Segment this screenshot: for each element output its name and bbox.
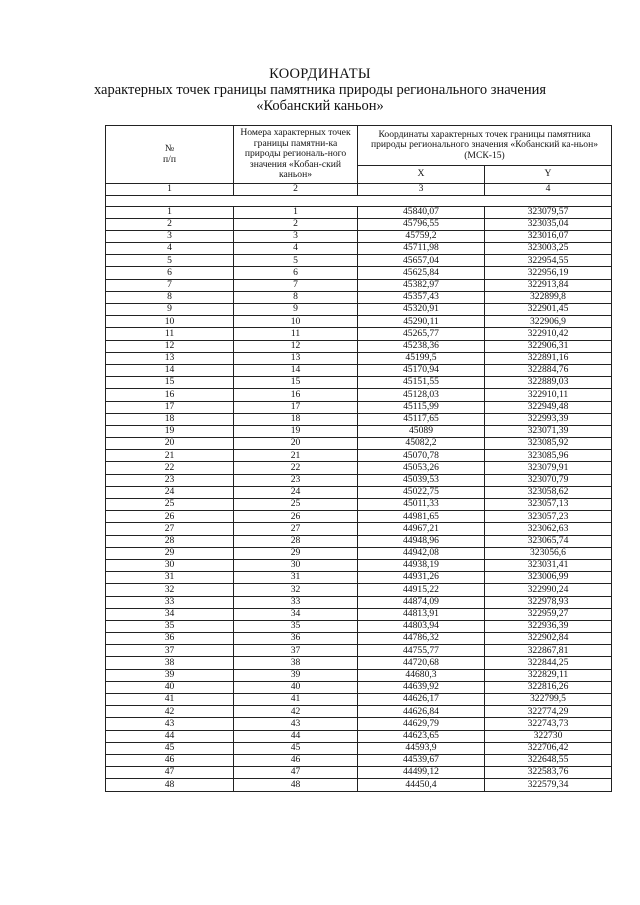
document-title-block bbox=[0, 66, 640, 114]
document-subtitle: характерных точек границы памятника природы регионального значения bbox=[93, 82, 547, 98]
point-number-cell: 26 bbox=[234, 511, 358, 523]
table-row bbox=[106, 218, 612, 230]
x-coordinate-cell: 45039,53 bbox=[358, 474, 485, 486]
y-coordinate-cell: 322774,29 bbox=[485, 706, 612, 718]
row-number-cell: 11 bbox=[106, 328, 234, 340]
row-number-cell: 30 bbox=[106, 559, 234, 571]
x-coordinate-cell: 44680,3 bbox=[358, 669, 485, 681]
row-number-cell: 31 bbox=[106, 572, 234, 584]
point-number-cell: 8 bbox=[234, 291, 358, 303]
y-coordinate-cell: 322884,76 bbox=[485, 364, 612, 376]
point-number-cell: 33 bbox=[234, 596, 358, 608]
x-coordinate-cell: 44720,68 bbox=[358, 657, 485, 669]
point-number-cell: 16 bbox=[234, 389, 358, 401]
row-number-cell: 4 bbox=[106, 243, 234, 255]
column-number-4: 4 bbox=[485, 184, 612, 196]
point-number-cell: 36 bbox=[234, 633, 358, 645]
table-row bbox=[106, 669, 612, 681]
y-coordinate-cell: 322579,34 bbox=[485, 779, 612, 791]
table-row bbox=[106, 730, 612, 742]
row-number-cell: 45 bbox=[106, 742, 234, 754]
point-number-cell: 40 bbox=[234, 681, 358, 693]
row-number-cell: 3 bbox=[106, 230, 234, 242]
x-coordinate-cell: 45053,26 bbox=[358, 462, 485, 474]
y-coordinate-cell: 323085,96 bbox=[485, 450, 612, 462]
x-coordinate-cell: 45199,5 bbox=[358, 352, 485, 364]
y-coordinate-cell: 322913,84 bbox=[485, 279, 612, 291]
header-point-number: Номера характерных точек границы памятни-ка природы региональ-ного значения «Кобан-ский каньон» bbox=[234, 126, 358, 184]
point-number-cell: 4 bbox=[234, 243, 358, 255]
point-number-cell: 27 bbox=[234, 523, 358, 535]
row-number-cell: 46 bbox=[106, 754, 234, 766]
point-number-cell: 21 bbox=[234, 450, 358, 462]
y-coordinate-cell: 323085,92 bbox=[485, 438, 612, 450]
table-row bbox=[106, 438, 612, 450]
point-number-cell: 38 bbox=[234, 657, 358, 669]
row-number-cell: 42 bbox=[106, 706, 234, 718]
table-row bbox=[106, 304, 612, 316]
y-coordinate-cell: 322956,19 bbox=[485, 267, 612, 279]
point-number-cell: 47 bbox=[234, 767, 358, 779]
table-row bbox=[106, 511, 612, 523]
point-number-cell: 5 bbox=[234, 255, 358, 267]
x-coordinate-cell: 44931,26 bbox=[358, 572, 485, 584]
point-number-cell: 11 bbox=[234, 328, 358, 340]
row-number-cell: 39 bbox=[106, 669, 234, 681]
x-coordinate-cell: 45265,77 bbox=[358, 328, 485, 340]
point-number-cell: 48 bbox=[234, 779, 358, 791]
x-coordinate-cell: 45117,65 bbox=[358, 413, 485, 425]
table-row bbox=[106, 523, 612, 535]
x-coordinate-cell: 44942,08 bbox=[358, 547, 485, 559]
y-coordinate-cell: 323079,57 bbox=[485, 206, 612, 218]
row-number-cell: 29 bbox=[106, 547, 234, 559]
table-row bbox=[106, 450, 612, 462]
row-number-cell: 15 bbox=[106, 377, 234, 389]
x-coordinate-cell: 45840,07 bbox=[358, 206, 485, 218]
point-number-cell: 30 bbox=[234, 559, 358, 571]
table-row bbox=[106, 389, 612, 401]
x-coordinate-cell: 44629,79 bbox=[358, 718, 485, 730]
x-coordinate-cell: 44938,19 bbox=[358, 559, 485, 571]
table-row bbox=[106, 401, 612, 413]
point-number-cell: 35 bbox=[234, 620, 358, 632]
x-coordinate-cell: 45089 bbox=[358, 425, 485, 437]
row-number-cell: 27 bbox=[106, 523, 234, 535]
y-coordinate-cell: 322936,39 bbox=[485, 620, 612, 632]
table-row bbox=[106, 255, 612, 267]
point-number-cell: 39 bbox=[234, 669, 358, 681]
row-number-cell: 38 bbox=[106, 657, 234, 669]
point-number-cell: 19 bbox=[234, 425, 358, 437]
x-coordinate-cell: 45625,84 bbox=[358, 267, 485, 279]
table-row bbox=[106, 486, 612, 498]
point-number-cell: 45 bbox=[234, 742, 358, 754]
x-coordinate-cell: 45070,78 bbox=[358, 450, 485, 462]
row-number-cell: 18 bbox=[106, 413, 234, 425]
point-number-cell: 3 bbox=[234, 230, 358, 242]
point-number-cell: 20 bbox=[234, 438, 358, 450]
y-coordinate-cell: 322867,81 bbox=[485, 645, 612, 657]
point-number-cell: 6 bbox=[234, 267, 358, 279]
y-coordinate-cell: 322829,11 bbox=[485, 669, 612, 681]
point-number-cell: 13 bbox=[234, 352, 358, 364]
y-coordinate-cell: 322906,31 bbox=[485, 340, 612, 352]
document-title: КООРДИНАТЫ bbox=[269, 66, 371, 82]
point-number-cell: 15 bbox=[234, 377, 358, 389]
y-coordinate-cell: 323057,23 bbox=[485, 511, 612, 523]
x-coordinate-cell: 44874,09 bbox=[358, 596, 485, 608]
row-number-cell: 43 bbox=[106, 718, 234, 730]
y-coordinate-cell: 322990,24 bbox=[485, 584, 612, 596]
table-row bbox=[106, 633, 612, 645]
empty-spacer-row bbox=[106, 195, 612, 206]
x-coordinate-cell: 45357,43 bbox=[358, 291, 485, 303]
x-coordinate-cell: 44623,65 bbox=[358, 730, 485, 742]
table-row bbox=[106, 657, 612, 669]
x-coordinate-cell: 44915,22 bbox=[358, 584, 485, 596]
table-row bbox=[106, 718, 612, 730]
row-number-cell: 34 bbox=[106, 608, 234, 620]
row-number-cell: 2 bbox=[106, 218, 234, 230]
y-coordinate-cell: 322949,48 bbox=[485, 401, 612, 413]
y-coordinate-cell: 323056,6 bbox=[485, 547, 612, 559]
point-number-cell: 25 bbox=[234, 499, 358, 511]
y-coordinate-cell: 322730 bbox=[485, 730, 612, 742]
x-coordinate-cell: 44967,21 bbox=[358, 523, 485, 535]
table-row bbox=[106, 267, 612, 279]
row-number-cell: 16 bbox=[106, 389, 234, 401]
y-coordinate-cell: 322899,8 bbox=[485, 291, 612, 303]
document-object-name: «Кобанский каньон» bbox=[256, 98, 384, 114]
x-coordinate-cell: 45115,99 bbox=[358, 401, 485, 413]
table-row bbox=[106, 206, 612, 218]
point-number-cell: 2 bbox=[234, 218, 358, 230]
point-number-cell: 7 bbox=[234, 279, 358, 291]
point-number-cell: 34 bbox=[234, 608, 358, 620]
row-number-cell: 24 bbox=[106, 486, 234, 498]
x-coordinate-cell: 44626,17 bbox=[358, 694, 485, 706]
row-number-cell: 12 bbox=[106, 340, 234, 352]
table-row bbox=[106, 243, 612, 255]
point-number-cell: 31 bbox=[234, 572, 358, 584]
y-coordinate-cell: 323035,04 bbox=[485, 218, 612, 230]
point-number-cell: 37 bbox=[234, 645, 358, 657]
row-number-cell: 19 bbox=[106, 425, 234, 437]
table-row bbox=[106, 291, 612, 303]
x-coordinate-cell: 45382,97 bbox=[358, 279, 485, 291]
table-row bbox=[106, 681, 612, 693]
y-coordinate-cell: 322993,39 bbox=[485, 413, 612, 425]
y-coordinate-cell: 322799,5 bbox=[485, 694, 612, 706]
x-coordinate-cell: 45711,98 bbox=[358, 243, 485, 255]
table-row bbox=[106, 279, 612, 291]
table-row bbox=[106, 645, 612, 657]
x-coordinate-cell: 45128,03 bbox=[358, 389, 485, 401]
header-y: Y bbox=[485, 166, 612, 184]
y-coordinate-cell: 322910,42 bbox=[485, 328, 612, 340]
point-number-cell: 24 bbox=[234, 486, 358, 498]
y-coordinate-cell: 322959,27 bbox=[485, 608, 612, 620]
row-number-cell: 48 bbox=[106, 779, 234, 791]
table-row bbox=[106, 352, 612, 364]
y-coordinate-cell: 322978,93 bbox=[485, 596, 612, 608]
table-row bbox=[106, 413, 612, 425]
y-coordinate-cell: 322743,73 bbox=[485, 718, 612, 730]
point-number-cell: 10 bbox=[234, 316, 358, 328]
x-coordinate-cell: 45011,33 bbox=[358, 499, 485, 511]
y-coordinate-cell: 323079,91 bbox=[485, 462, 612, 474]
row-number-cell: 23 bbox=[106, 474, 234, 486]
row-number-cell: 8 bbox=[106, 291, 234, 303]
point-number-cell: 23 bbox=[234, 474, 358, 486]
table-row bbox=[106, 535, 612, 547]
y-coordinate-cell: 322648,55 bbox=[485, 754, 612, 766]
row-number-cell: 5 bbox=[106, 255, 234, 267]
row-number-cell: 41 bbox=[106, 694, 234, 706]
row-number-cell: 20 bbox=[106, 438, 234, 450]
y-coordinate-cell: 323003,25 bbox=[485, 243, 612, 255]
table-row bbox=[106, 608, 612, 620]
x-coordinate-cell: 44981,65 bbox=[358, 511, 485, 523]
x-coordinate-cell: 44639,92 bbox=[358, 681, 485, 693]
coordinates-table bbox=[105, 125, 612, 792]
table-row bbox=[106, 340, 612, 352]
row-number-cell: 21 bbox=[106, 450, 234, 462]
y-coordinate-cell: 323031,41 bbox=[485, 559, 612, 571]
row-number-cell: 13 bbox=[106, 352, 234, 364]
point-number-cell: 18 bbox=[234, 413, 358, 425]
row-number-cell: 22 bbox=[106, 462, 234, 474]
point-number-cell: 43 bbox=[234, 718, 358, 730]
x-coordinate-cell: 44626,84 bbox=[358, 706, 485, 718]
table-row bbox=[106, 742, 612, 754]
x-coordinate-cell: 45238,36 bbox=[358, 340, 485, 352]
table-row bbox=[106, 316, 612, 328]
x-coordinate-cell: 45759,2 bbox=[358, 230, 485, 242]
x-coordinate-cell: 44593,9 bbox=[358, 742, 485, 754]
table-row bbox=[106, 328, 612, 340]
y-coordinate-cell: 323071,39 bbox=[485, 425, 612, 437]
point-number-cell: 22 bbox=[234, 462, 358, 474]
x-coordinate-cell: 44539,67 bbox=[358, 754, 485, 766]
x-coordinate-cell: 45151,55 bbox=[358, 377, 485, 389]
x-coordinate-cell: 44786,32 bbox=[358, 633, 485, 645]
column-number-3: 3 bbox=[358, 184, 485, 196]
x-coordinate-cell: 44450,4 bbox=[358, 779, 485, 791]
point-number-cell: 42 bbox=[234, 706, 358, 718]
table-row bbox=[106, 559, 612, 571]
x-coordinate-cell: 45796,55 bbox=[358, 218, 485, 230]
table-row bbox=[106, 364, 612, 376]
point-number-cell: 12 bbox=[234, 340, 358, 352]
row-number-cell: 47 bbox=[106, 767, 234, 779]
y-coordinate-cell: 323070,79 bbox=[485, 474, 612, 486]
x-coordinate-cell: 45082,2 bbox=[358, 438, 485, 450]
x-coordinate-cell: 44813,91 bbox=[358, 608, 485, 620]
table-row bbox=[106, 754, 612, 766]
x-coordinate-cell: 44948,96 bbox=[358, 535, 485, 547]
row-number-cell: 7 bbox=[106, 279, 234, 291]
y-coordinate-cell: 322891,16 bbox=[485, 352, 612, 364]
row-number-cell: 40 bbox=[106, 681, 234, 693]
x-coordinate-cell: 45290,11 bbox=[358, 316, 485, 328]
row-number-cell: 6 bbox=[106, 267, 234, 279]
table-row bbox=[106, 547, 612, 559]
y-coordinate-cell: 322583,76 bbox=[485, 767, 612, 779]
y-coordinate-cell: 323057,13 bbox=[485, 499, 612, 511]
y-coordinate-cell: 322706,42 bbox=[485, 742, 612, 754]
y-coordinate-cell: 323058,62 bbox=[485, 486, 612, 498]
row-number-cell: 32 bbox=[106, 584, 234, 596]
y-coordinate-cell: 322844,25 bbox=[485, 657, 612, 669]
table-row bbox=[106, 474, 612, 486]
row-number-cell: 37 bbox=[106, 645, 234, 657]
table-row bbox=[106, 706, 612, 718]
table-row bbox=[106, 499, 612, 511]
row-number-cell: 9 bbox=[106, 304, 234, 316]
point-number-cell: 17 bbox=[234, 401, 358, 413]
row-number-cell: 26 bbox=[106, 511, 234, 523]
column-number-2: 2 bbox=[234, 184, 358, 196]
header-row-number: № п/п bbox=[106, 126, 234, 184]
x-coordinate-cell: 45022,75 bbox=[358, 486, 485, 498]
point-number-cell: 9 bbox=[234, 304, 358, 316]
y-coordinate-cell: 323006,99 bbox=[485, 572, 612, 584]
y-coordinate-cell: 323065,74 bbox=[485, 535, 612, 547]
table-row bbox=[106, 584, 612, 596]
point-number-cell: 32 bbox=[234, 584, 358, 596]
point-number-cell: 29 bbox=[234, 547, 358, 559]
point-number-cell: 28 bbox=[234, 535, 358, 547]
y-coordinate-cell: 322901,45 bbox=[485, 304, 612, 316]
y-coordinate-cell: 322816,26 bbox=[485, 681, 612, 693]
row-number-cell: 35 bbox=[106, 620, 234, 632]
header-x: X bbox=[358, 166, 485, 184]
x-coordinate-cell: 45657,04 bbox=[358, 255, 485, 267]
row-number-cell: 10 bbox=[106, 316, 234, 328]
table-row bbox=[106, 377, 612, 389]
table-row bbox=[106, 425, 612, 437]
table-row bbox=[106, 462, 612, 474]
row-number-cell: 28 bbox=[106, 535, 234, 547]
y-coordinate-cell: 322889,03 bbox=[485, 377, 612, 389]
column-number-1: 1 bbox=[106, 184, 234, 196]
point-number-cell: 46 bbox=[234, 754, 358, 766]
row-number-cell: 36 bbox=[106, 633, 234, 645]
point-number-cell: 41 bbox=[234, 694, 358, 706]
x-coordinate-cell: 45170,94 bbox=[358, 364, 485, 376]
y-coordinate-cell: 323016,07 bbox=[485, 230, 612, 242]
row-number-cell: 25 bbox=[106, 499, 234, 511]
x-coordinate-cell: 45320,91 bbox=[358, 304, 485, 316]
y-coordinate-cell: 322954,55 bbox=[485, 255, 612, 267]
row-number-cell: 17 bbox=[106, 401, 234, 413]
x-coordinate-cell: 44803,94 bbox=[358, 620, 485, 632]
point-number-cell: 44 bbox=[234, 730, 358, 742]
table-row bbox=[106, 767, 612, 779]
table-row bbox=[106, 572, 612, 584]
table-body bbox=[106, 206, 612, 791]
table-row bbox=[106, 596, 612, 608]
row-number-cell: 14 bbox=[106, 364, 234, 376]
table-row bbox=[106, 620, 612, 632]
table-row bbox=[106, 230, 612, 242]
x-coordinate-cell: 44755,77 bbox=[358, 645, 485, 657]
table-row bbox=[106, 779, 612, 791]
header-coordinates-group: Координаты характерных точек границы памятника природы регионального значения «Кобанский ка-ньон» (МСК-15) bbox=[358, 126, 612, 166]
row-number-cell: 44 bbox=[106, 730, 234, 742]
point-number-cell: 14 bbox=[234, 364, 358, 376]
y-coordinate-cell: 323062,63 bbox=[485, 523, 612, 535]
x-coordinate-cell: 44499,12 bbox=[358, 767, 485, 779]
table-row bbox=[106, 694, 612, 706]
row-number-cell: 1 bbox=[106, 206, 234, 218]
y-coordinate-cell: 322910,11 bbox=[485, 389, 612, 401]
y-coordinate-cell: 322902,84 bbox=[485, 633, 612, 645]
row-number-cell: 33 bbox=[106, 596, 234, 608]
y-coordinate-cell: 322906,9 bbox=[485, 316, 612, 328]
point-number-cell: 1 bbox=[234, 206, 358, 218]
